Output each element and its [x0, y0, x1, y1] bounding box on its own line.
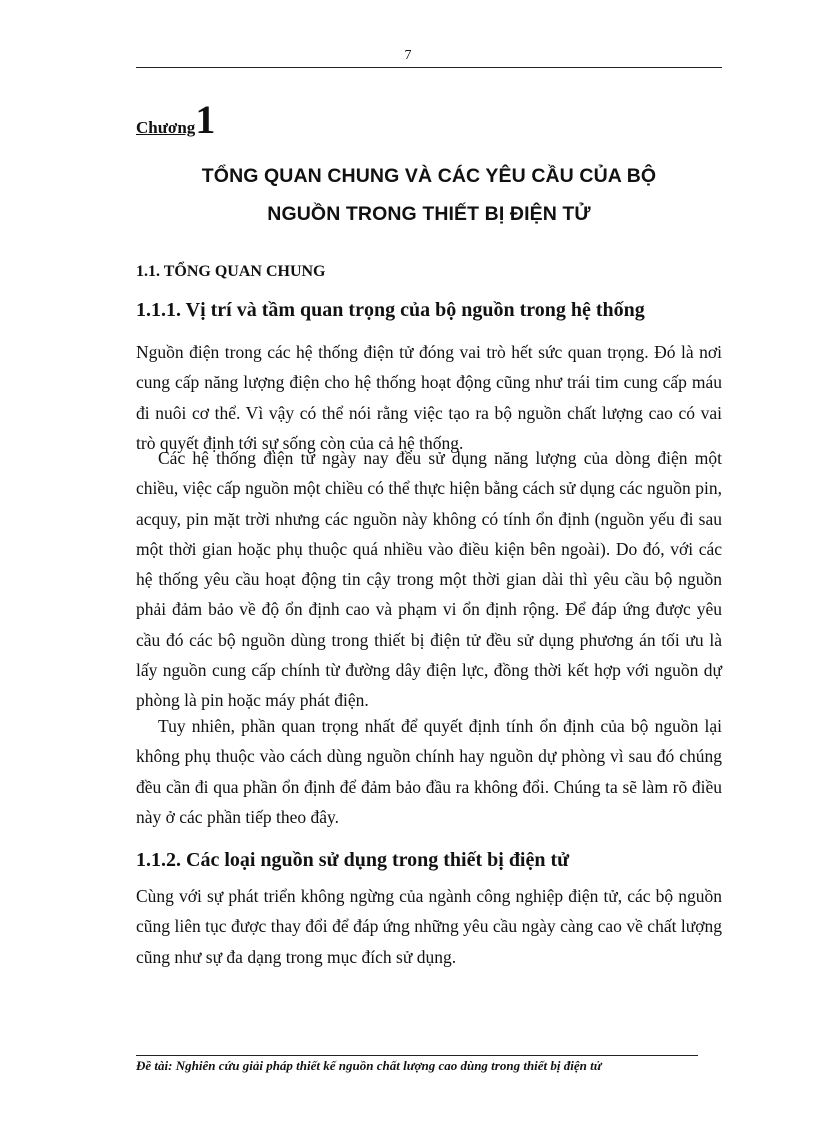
- page-number: 7: [404, 48, 412, 63]
- chapter-title: [136, 157, 722, 233]
- chapter-title-line-1: TỔNG QUAN CHUNG VÀ CÁC YÊU CẦU CỦA BỘ: [201, 165, 657, 187]
- section-heading-1-1: 1.1. TỔNG QUAN CHUNG: [136, 263, 326, 280]
- footer-text: Đề tài: Nghiên cứu giải pháp thiết kế nguồn chất lượng cao dùng trong thiết bị điện tử: [136, 1058, 602, 1073]
- section-heading-1-1-2: 1.1.2. Các loại nguồn sử dụng trong thiết bị điện tử: [136, 849, 570, 871]
- section-heading-1-1-1: 1.1.1. Vị trí và tầm quan trọng của bộ nguồn trong hệ thống: [136, 299, 645, 321]
- paragraph-4: Cùng với sự phát triển không ngừng của ngành công nghiệp điện tử, các bộ nguồn cũng liên tục được thay đổi để đáp ứng những yêu cầu ngày càng cao về chất lượng cũng như sự đa dạng trong mục đích sử dụng.: [136, 886, 722, 967]
- header-divider: [136, 67, 722, 68]
- chapter-heading: [136, 97, 216, 142]
- footer-divider: [136, 1055, 698, 1056]
- chapter-word: Chương: [136, 118, 196, 137]
- paragraph-2: Các hệ thống điện tử ngày nay đều sử dụng năng lượng của dòng điện một chiều, việc cấp nguồn một chiều có thể thực hiện bằng cách sử dụng các nguồn pin, acquy, pin mặt trời nhưng các nguồn này không có tính ổn định (nguồn yếu đi sau một thời gian hoặc phụ thuộc quá nhiều vào điều kiện bên ngoài). Do đó, với các hệ thống yêu cầu hoạt động tin cậy trong một thời gian dài thì yêu cầu bộ nguồn phải đảm bảo về độ ổn định cao và phạm vi ổn định rộng. Để đáp ứng được yêu cầu đó các bộ nguồn dùng trong thiết bị điện tử đều sử dụng phương án tối ưu là lấy nguồn cung cấp chính từ đường dây điện lực, đồng thời kết hợp với nguồn dự phòng là pin hoặc máy phát điện.: [136, 448, 722, 711]
- chapter-number: 1: [195, 97, 216, 142]
- paragraph-3: Tuy nhiên, phần quan trọng nhất để quyết định tính ổn định của bộ nguồn lại không phụ thuộc vào cách dùng nguồn chính hay nguồn dự phòng vì sau đó chúng đều cần đi qua phần ổn định để đảm bảo đầu ra không đổi. Chúng ta sẽ làm rõ điều này ở các phần tiếp theo đây.: [136, 716, 722, 827]
- paragraph-1: Nguồn điện trong các hệ thống điện tử đóng vai trò hết sức quan trọng. Đó là nơi cung cấp năng lượng điện cho hệ thống hoạt động cũng như trái tim cung cấp máu đi nuôi cơ thể. Vì vậy có thể nói rằng việc tạo ra bộ nguồn chất lượng cao có vai trò quyết định tới sự sống còn của cả hệ thống.: [136, 342, 722, 453]
- chapter-title-line-2: NGUỒN TRONG THIẾT BỊ ĐIỆN TỬ: [267, 203, 591, 225]
